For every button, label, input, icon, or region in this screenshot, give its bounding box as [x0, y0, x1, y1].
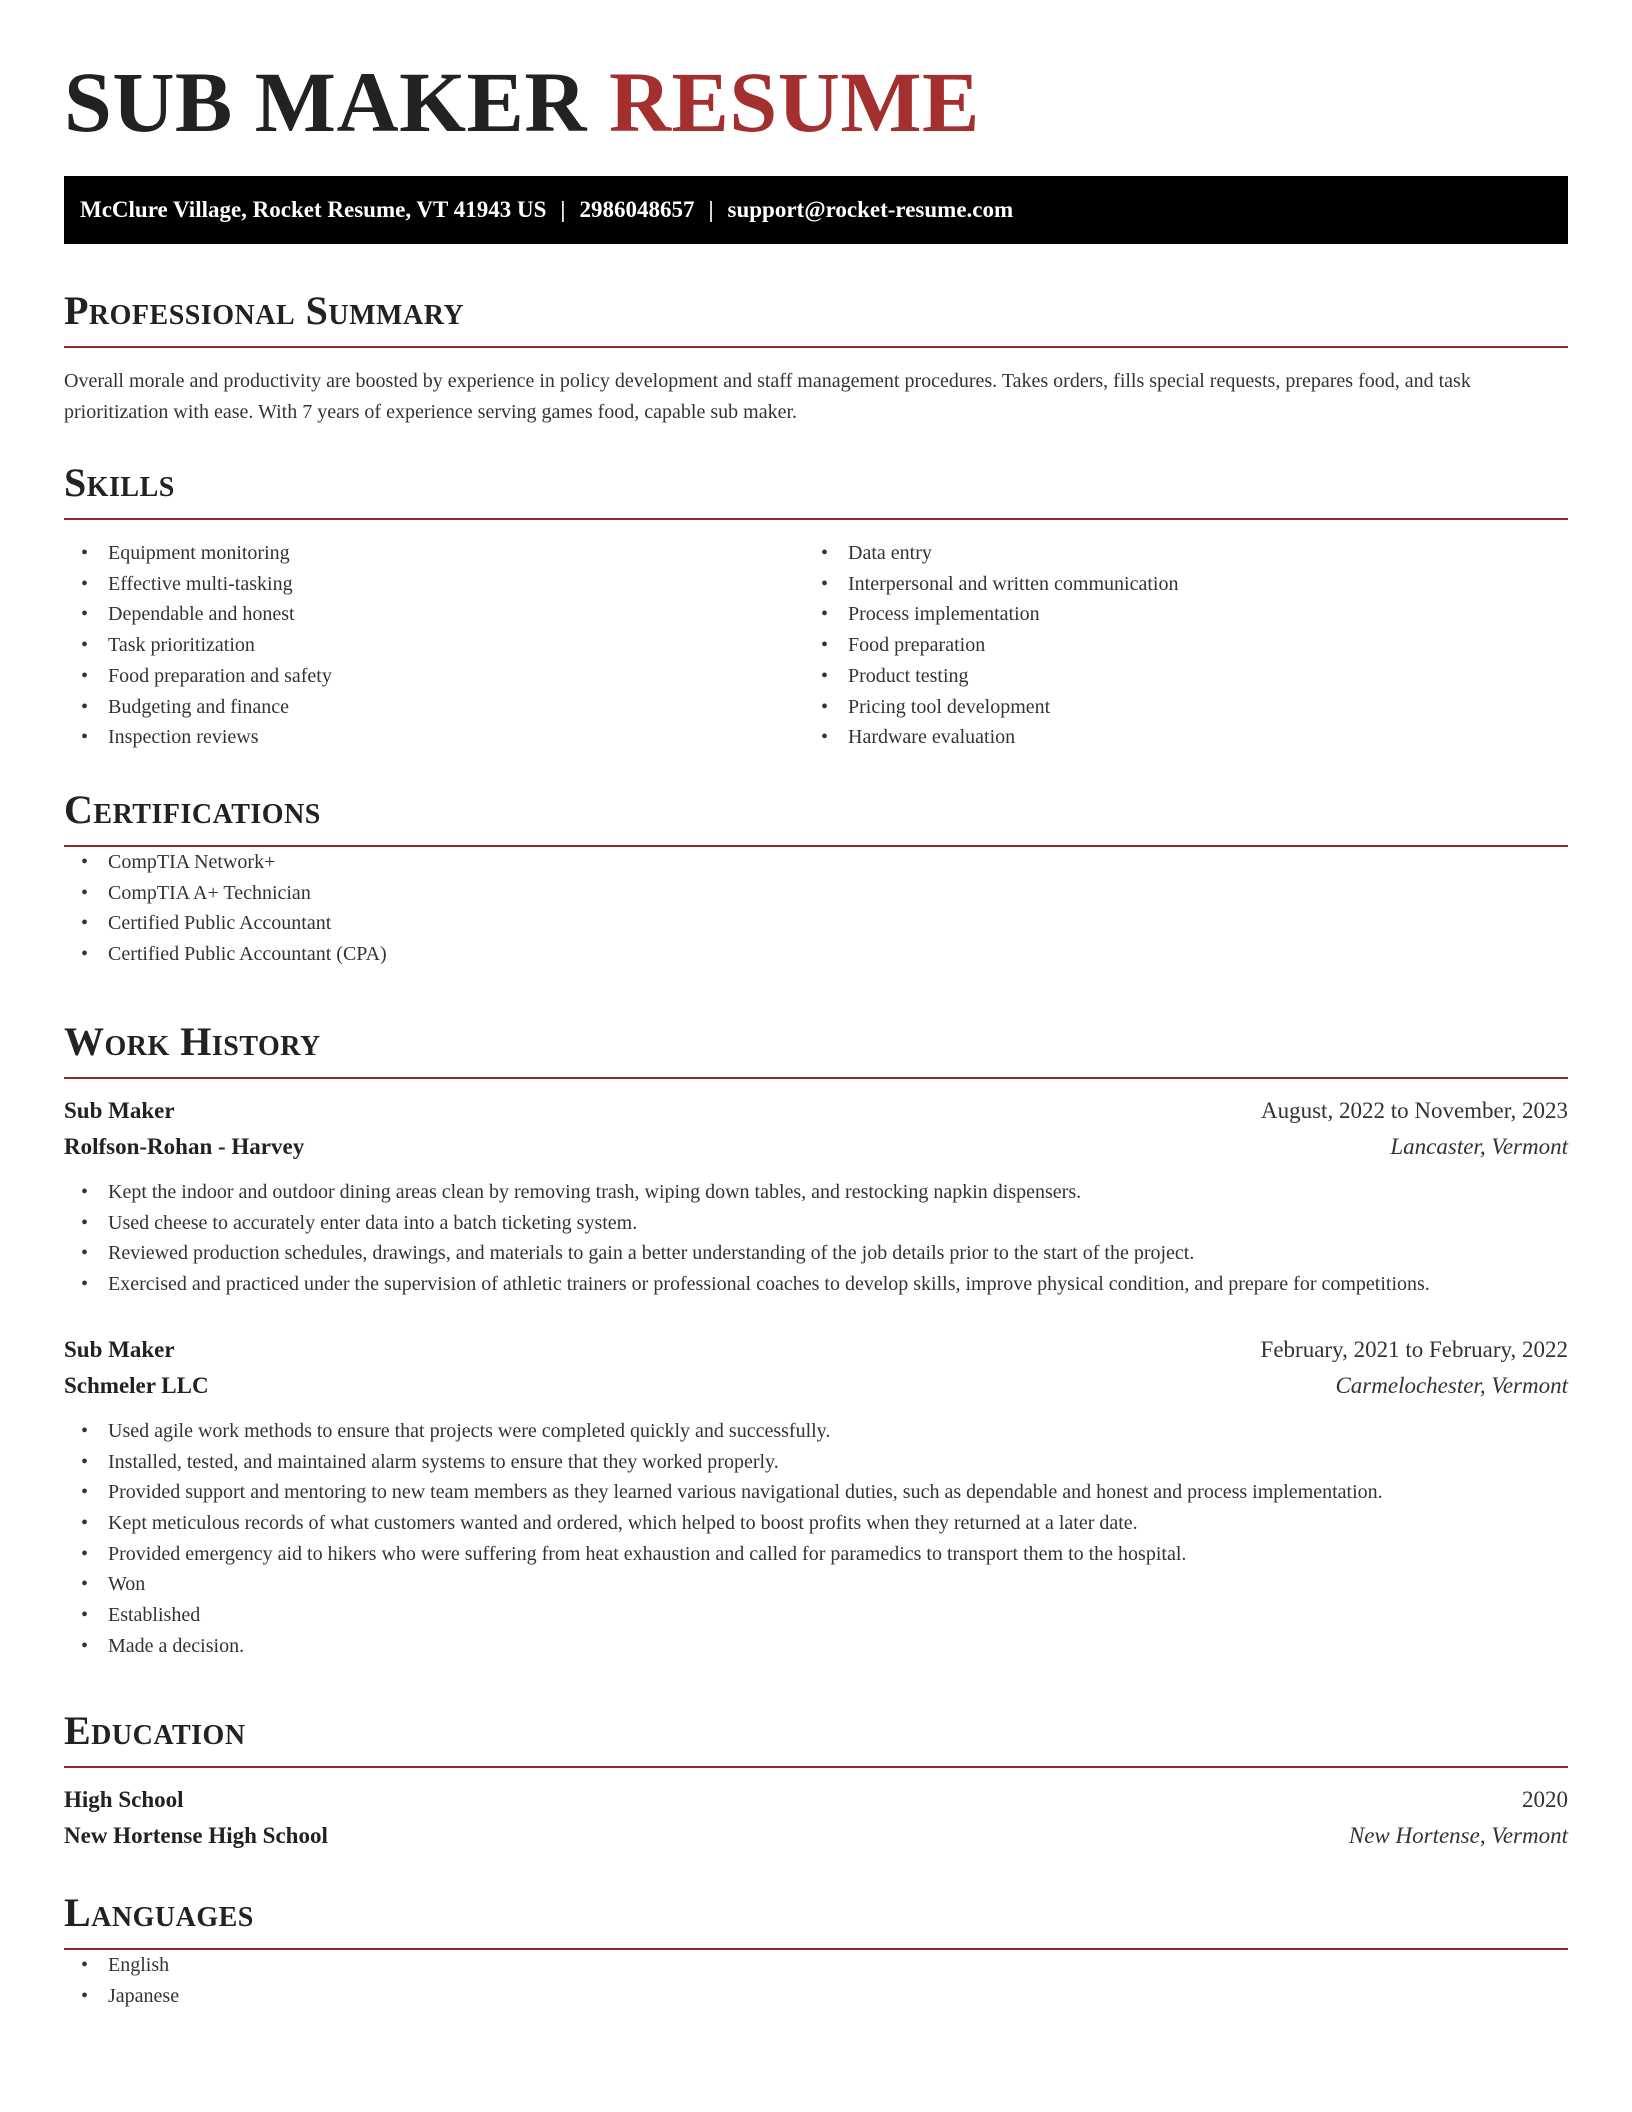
job-duty: • Established — [64, 1600, 1568, 1631]
language-item: • Japanese — [64, 1981, 1568, 2012]
section-education — [64, 1706, 1568, 1854]
contact-email: support@rocket-resume.com — [727, 197, 1014, 222]
section-heading: Skills — [64, 460, 175, 505]
job-duty: • Won — [64, 1569, 1568, 1600]
skill-item: • Product testing — [804, 661, 1544, 692]
job-location: Carmelochester, Vermont — [1335, 1372, 1568, 1398]
education-year: 2020 — [1522, 1787, 1568, 1812]
education-degree-row — [64, 1782, 1568, 1818]
job-duty: • Kept the indoor and outdoor dining areas clean by removing trash, wiping down tables, and restocking napkin dispensers. — [64, 1177, 1568, 1208]
contact-phone: 2986048657 — [579, 197, 695, 222]
skill-item: • Effective multi-tasking — [64, 569, 804, 600]
section-heading: Work History — [64, 1019, 321, 1064]
education-entry — [64, 1782, 1568, 1854]
section-heading: Professional Summary — [64, 288, 465, 333]
job-duties-list — [64, 1416, 1568, 1662]
skill-item: • Food preparation — [804, 630, 1544, 661]
job-duties-list — [64, 1177, 1568, 1300]
skill-item: • Hardware evaluation — [804, 722, 1544, 753]
contact-separator: | — [560, 197, 566, 222]
section-divider — [64, 346, 1568, 348]
skill-item: • Interpersonal and written communication — [804, 569, 1544, 600]
job-title-row — [64, 1332, 1568, 1368]
job-company: Rolfson-Rohan - Harvey — [64, 1134, 305, 1159]
skill-item: • Process implementation — [804, 599, 1544, 630]
section-divider — [64, 1077, 1568, 1079]
certification-item: • CompTIA Network+ — [64, 847, 1568, 878]
languages-list — [64, 1950, 1568, 2011]
contact-bar — [64, 176, 1568, 244]
section-heading: Certifications — [64, 787, 321, 832]
contact-separator: | — [708, 197, 714, 222]
job-duty: • Made a decision. — [64, 1631, 1568, 1662]
contact-address: McClure Village, Rocket Resume, VT 41943 US — [80, 197, 547, 222]
job-duty: • Used agile work methods to ensure that projects were completed quickly and successfully. — [64, 1416, 1568, 1447]
job-duty: • Installed, tested, and maintained alarm systems to ensure that they worked properly. — [64, 1447, 1568, 1478]
title-name: SUB MAKER — [64, 54, 587, 150]
skill-item: • Dependable and honest — [64, 599, 804, 630]
skills-column-right — [804, 538, 1544, 753]
job-duty: • Provided support and mentoring to new team members as they learned various navigational duties, such as dependable and honest and process implementation. — [64, 1477, 1568, 1508]
section-skills — [64, 458, 1568, 753]
job-company-row — [64, 1368, 1568, 1404]
job-title: Sub Maker — [64, 1336, 175, 1362]
job-entry — [64, 1093, 1568, 1300]
job-entry — [64, 1332, 1568, 1662]
skills-columns — [64, 538, 1568, 753]
job-duty: • Used cheese to accurately enter data into a batch ticketing system. — [64, 1208, 1568, 1239]
section-divider — [64, 518, 1568, 520]
skills-column-left — [64, 538, 804, 753]
education-school-row — [64, 1818, 1568, 1854]
job-duty: • Kept meticulous records of what customers wanted and ordered, which helped to boost profits when they returned at a later date. — [64, 1508, 1568, 1539]
certifications-list — [64, 847, 1568, 970]
skill-item: • Inspection reviews — [64, 722, 804, 753]
job-duty: • Reviewed production schedules, drawings, and materials to gain a better understanding of the job details prior to the start of the project. — [64, 1238, 1568, 1269]
skill-item: • Food preparation and safety — [64, 661, 804, 692]
title-accent: RESUME — [608, 54, 980, 150]
section-summary — [64, 286, 1568, 428]
section-heading: Languages — [64, 1890, 254, 1935]
resume-title — [64, 0, 1568, 148]
resume-page — [64, 0, 1568, 2007]
job-title: Sub Maker — [64, 1098, 175, 1123]
section-languages — [64, 1888, 1568, 2011]
skill-item: • Budgeting and finance — [64, 692, 804, 723]
skills-list-left — [64, 538, 804, 753]
section-heading: Education — [64, 1708, 246, 1753]
skill-item: • Task prioritization — [64, 630, 804, 661]
job-dates: August, 2022 to November, 2023 — [1261, 1098, 1568, 1123]
section-work-history — [64, 1017, 1568, 1661]
certification-item: • Certified Public Accountant — [64, 908, 1568, 939]
summary-text: Overall morale and productivity are boosted by experience in policy development and staff management procedures. Takes orders, fills special requests, prepares food, and task prioritization with ease. With 7 years of experience serving games food, capable sub maker. — [64, 370, 1471, 423]
job-duty: • Provided emergency aid to hikers who were suffering from heat exhaustion and called for paramedics to transport them to the hospital. — [64, 1539, 1568, 1570]
job-title-row — [64, 1093, 1568, 1129]
job-duty: • Exercised and practiced under the supervision of athletic trainers or professional coaches to develop skills, improve physical condition, and prepare for competitions. — [64, 1269, 1568, 1300]
certification-item: • Certified Public Accountant (CPA) — [64, 939, 1568, 970]
skill-item: • Pricing tool development — [804, 692, 1544, 723]
skills-list-right — [804, 538, 1544, 753]
job-location: Lancaster, Vermont — [1390, 1134, 1568, 1159]
language-item: • English — [64, 1950, 1568, 1981]
certification-item: • CompTIA A+ Technician — [64, 878, 1568, 909]
job-dates: February, 2021 to February, 2022 — [1260, 1336, 1568, 1362]
skill-item: • Data entry — [804, 538, 1544, 569]
education-degree: High School — [64, 1787, 184, 1812]
education-location: New Hortense, Vermont — [1348, 1823, 1568, 1848]
job-company-row — [64, 1129, 1568, 1165]
education-school: New Hortense High School — [64, 1823, 328, 1848]
skill-item: • Equipment monitoring — [64, 538, 804, 569]
section-certifications — [64, 785, 1568, 970]
section-divider — [64, 1766, 1568, 1768]
job-company: Schmeler LLC — [64, 1372, 209, 1398]
